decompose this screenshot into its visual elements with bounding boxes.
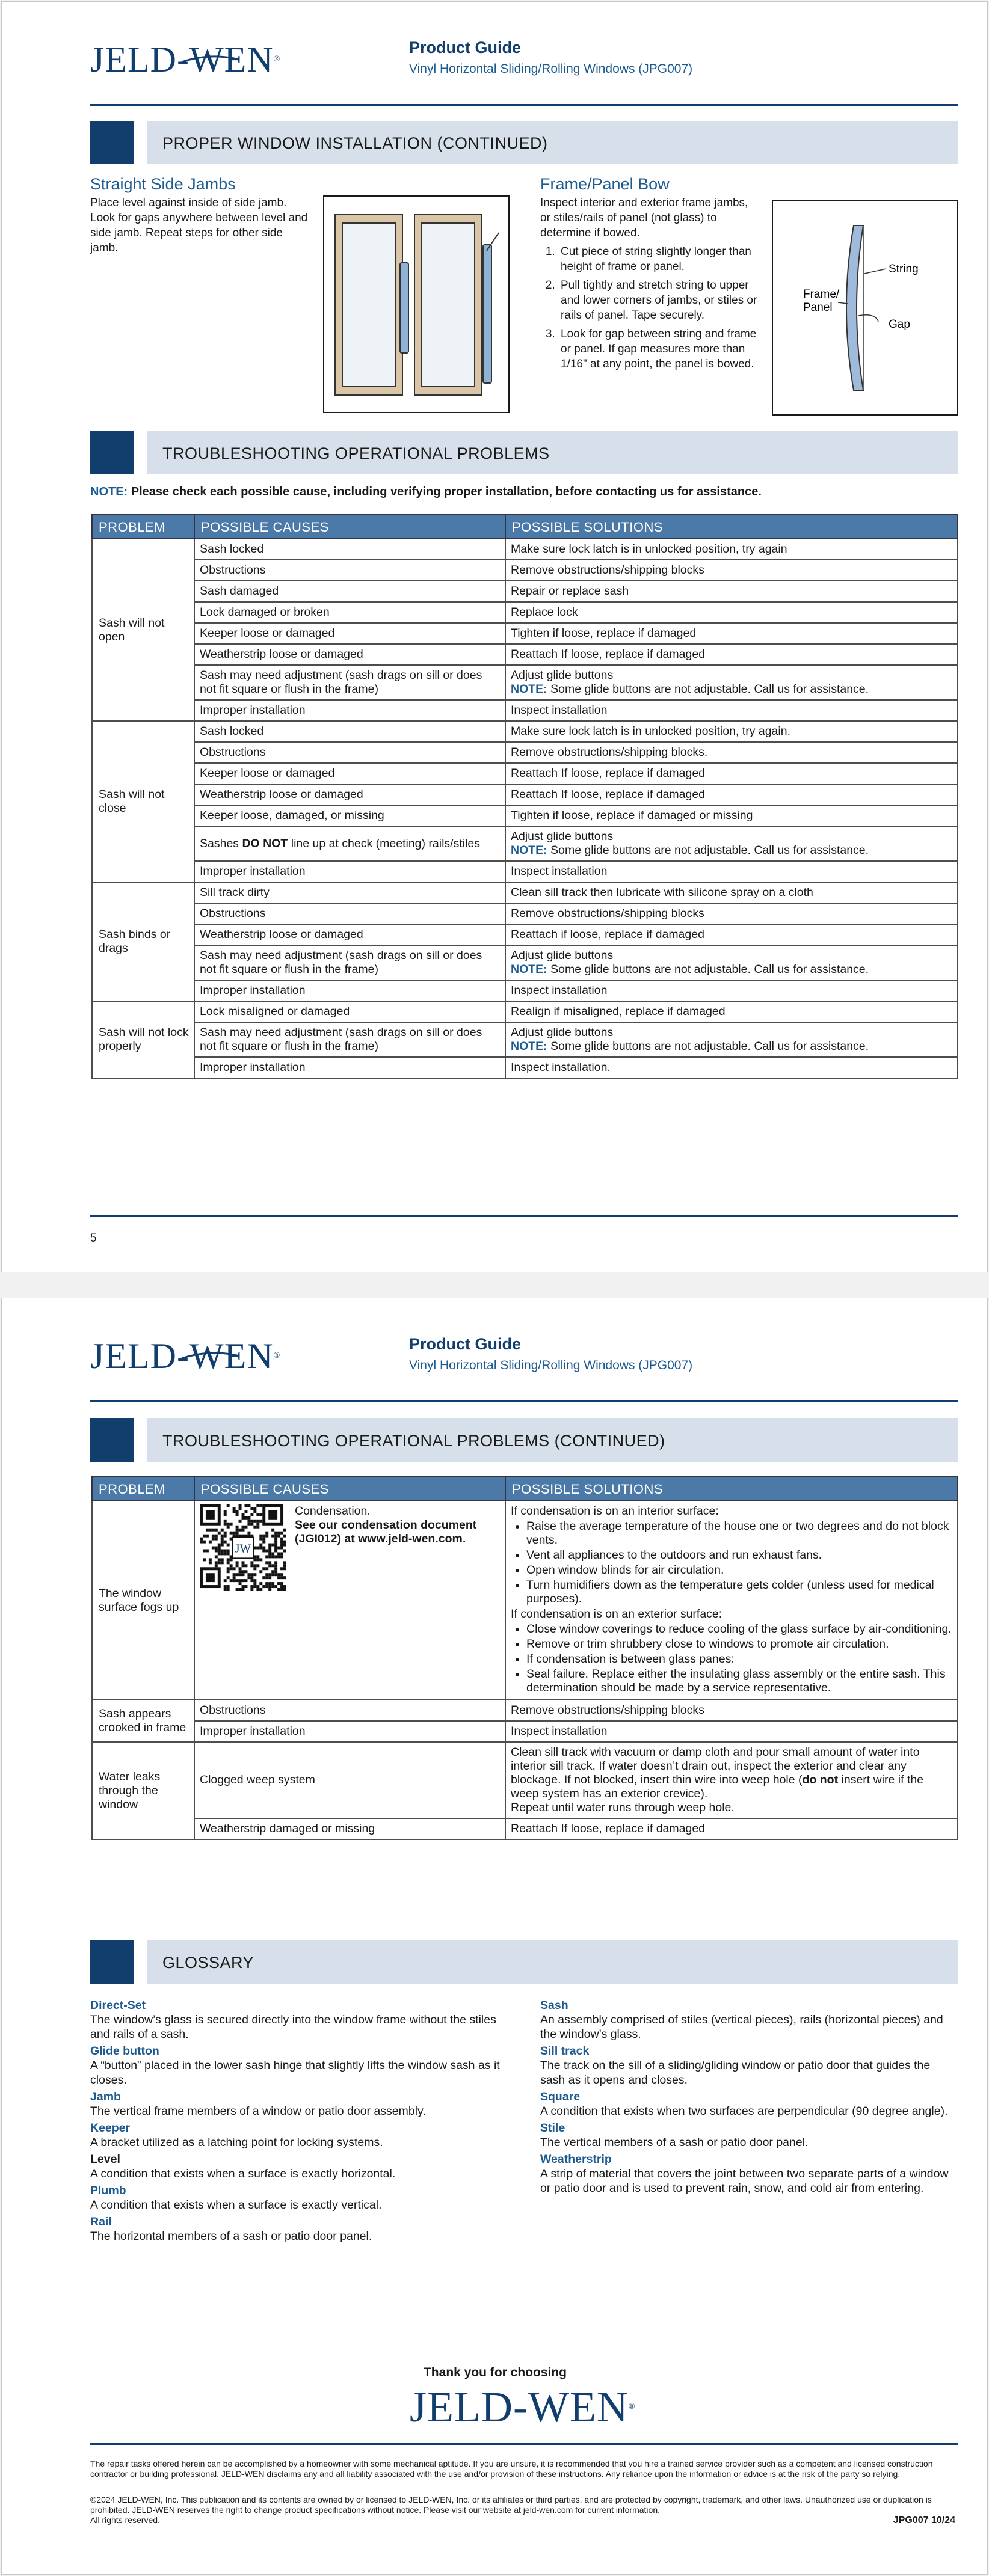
fig-label-string: String [889,263,919,275]
solution-cell: Adjust glide buttons NOTE: Some glide buttons are not adjustable. Call us for assistance. [505,826,957,861]
bow-step: 2. Pull tightly and stretch string to upper and lower corners of jambs, or stiles or rails of panel. Tape securely. [558,278,760,323]
glossary-term: Glide button [90,2044,159,2058]
glossary-term: Jamb [90,2090,121,2103]
glossary-term: Sill track [540,2044,590,2058]
glossary-definition: A condition that exists when a surface is exactly vertical. [90,2198,382,2212]
cause-cell: Sash locked [194,721,505,742]
table-row [92,861,957,882]
bow-text [540,195,760,375]
cause-cell: Obstructions [194,1700,505,1721]
glossary-definition: The window’s glass is secured directly into the window frame without the stiles and rails of a sash. [90,2013,496,2041]
cause-cell: Obstructions [194,742,505,763]
section-title: PROPER WINDOW INSTALLATION (CONTINUED) [162,134,548,152]
cause-cell: Keeper loose or damaged [194,763,505,784]
cause-cell: Sash may need adjustment (sash drags on sill or does not fit square or flush in the frame) [194,945,505,980]
section-banner-troubleshooting-continued [90,1418,958,1462]
table-row [92,581,957,602]
problem-cell: Sash will not close [92,721,194,882]
table-row [92,784,957,805]
column-header: POSSIBLE CAUSES [194,1477,505,1501]
footer-rule [90,2443,958,2445]
glossary-term: Plumb [90,2184,126,2197]
cause-cell: Obstructions [194,903,505,924]
section-banner-troubleshooting [90,431,958,474]
section-title: TROUBLESHOOTING OPERATIONAL PROBLEMS [162,444,550,462]
section-banner-installation [90,121,958,164]
solution-cell: Tighten if loose, replace if damaged [505,623,957,644]
guide-title: Product Guide [409,38,522,57]
qr-code-icon[interactable] [200,1504,286,1591]
svg-text:JW: JW [235,1542,251,1556]
solution-cell: Realign if misaligned, replace if damaged [505,1001,957,1022]
solution-cell: Reattach If loose, replace if damaged [505,644,957,665]
cause-cell: Sash locked [194,539,505,560]
glossary-term: Weatherstrip [540,2153,612,2166]
cause-cell: Improper installation [194,861,505,882]
footer-rule [90,1215,958,1217]
cause-cell: Keeper loose, damaged, or missing [194,805,505,826]
solution-cell: Clean sill track with vacuum or damp cloth and pour small amount of water into interior sill track. If water doesn’t drain out, inspect the exterior and clear any blockage. If not blocked, insert thin wire into weep hole (do not insert wire if the weep system has an exterior crevice). Repeat until water runs through weep hole. [505,1742,957,1818]
solution-cell: Inspect installation. [505,1057,957,1078]
cause-cell: Weatherstrip damaged or missing [194,1818,505,1839]
problem-cell: The window surface fogs up [92,1501,194,1700]
table-header-row [92,515,957,539]
section-banner-glossary [90,1940,958,1984]
table-row [92,903,957,924]
cause-cell: Improper installation [194,1057,505,1078]
glossary-term: Rail [90,2215,112,2228]
table-row [92,539,957,560]
header-rule [90,1400,958,1402]
glossary-definition: A condition that exists when a surface is exactly horizontal. [90,2167,396,2180]
glossary-definition: A bracket utilized as a latching point for locking systems. [90,2136,383,2149]
solution-cell: Reattach If loose, replace if damaged [505,784,957,805]
problem-cell: Sash will not lock properly [92,1001,194,1078]
table-row [92,1022,957,1057]
table-row [92,1818,957,1839]
solution-cell: Remove obstructions/shipping blocks [505,560,957,581]
guide-title: Product Guide [409,1335,522,1353]
table-row [92,763,957,784]
cause-cell: Sash may need adjustment (sash drags on sill or does not fit square or flush in the frame) [194,1022,505,1057]
cause-cell: Keeper loose or damaged [194,623,505,644]
glossary-term: Sash [540,1999,568,2012]
solution-cell: Inspect installation [505,980,957,1001]
cause-cell: Sash may need adjustment (sash drags on sill or does not fit square or flush in the frame) [194,665,505,700]
cause-cell: JW Condensation. See our condensation document (JGI012) at www.jeld-wen.com. [194,1501,505,1700]
problem-cell: Water leaks through the window [92,1742,194,1839]
fig-label-panel: Panel [803,301,833,314]
side-jambs-text: Place level against inside of side jamb. Look for gaps anywhere between level and side jamb. Repeat steps for other side jamb. [90,197,308,254]
section-title: GLOSSARY [162,1954,254,1972]
rights-text: All rights reserved. [90,2515,160,2525]
glossary-term: Stile [540,2121,565,2135]
window-jamb-illustration [324,197,508,412]
disclaimer-text: The repair tasks offered herein can be accomplished by a homeowner with some mechanical aptitude. If you are unsure, it is recommended that you hire a trained service provider such as a competent and licensed construction contractor or building professional. JELD-WEN disclaims any and all liability associated with the use and/or provision of these instructions. Any reliance upon the information or advice is at the risk of the party so relying. [90,2459,933,2479]
bow-heading: Frame/Panel Bow [540,175,670,193]
table-row [92,805,957,826]
table-row [92,980,957,1001]
table-row [92,924,957,945]
jeld-wen-logo: JELD-WEN® [90,1336,281,1376]
column-header: POSSIBLE SOLUTIONS [505,1477,957,1501]
table-row [92,700,957,721]
cause-cell: Weatherstrip loose or damaged [194,644,505,665]
cause-cell: Weatherstrip loose or damaged [194,784,505,805]
solution-cell: Reattach if loose, replace if damaged [505,924,957,945]
solution-cell: Remove obstructions/shipping blocks. [505,742,957,763]
document-code: JPG007 10/24 [893,2515,955,2525]
solution-cell: Reattach If loose, replace if damaged [505,1818,957,1839]
solution-cell: Inspect installation [505,861,957,882]
bow-intro: Inspect interior and exterior frame jambs, or stiles/rails of panel (not glass) to determine if bowed. [540,197,748,239]
thank-you-text: Thank you for choosing [423,2366,567,2379]
solution-cell: Replace lock [505,602,957,623]
cause-cell: Sash damaged [194,581,505,602]
cause-cell: Sashes DO NOT line up at check (meeting) rails/stiles [194,826,505,861]
bow-step: 3. Look for gap between string and frame or panel. If gap measures more than 1/16" at any point, the panel is bowed. [558,327,760,372]
glossary-definition: The track on the sill of a sliding/gliding window or patio door that guides the sash as it opens and closes. [540,2059,931,2087]
solution-cell: Remove obstructions/shipping blocks [505,903,957,924]
guide-subtitle: Vinyl Horizontal Sliding/Rolling Windows (JPG007) [409,1358,693,1372]
table-row [92,1001,957,1022]
table-row [92,665,957,700]
glossary-definition: The vertical members of a sash or patio door panel. [540,2136,809,2149]
troubleshooting-table [91,514,958,1079]
table-row [92,826,957,861]
solution-cell: Inspect installation [505,700,957,721]
column-header: PROBLEM [92,1477,194,1501]
table-row [92,882,957,903]
page-number: 5 [90,1232,97,1245]
cause-cell: Clogged weep system [194,1742,505,1818]
glossary-term: Direct-Set [90,1999,146,2012]
page-5 [1,1,988,1272]
glossary-definition: A condition that exists when two surfaces are perpendicular (90 degree angle). [540,2105,948,2118]
table-row [92,1501,957,1700]
header-rule [90,104,958,106]
table-row [92,1742,957,1818]
cause-cell: Sill track dirty [194,882,505,903]
table-row [92,602,957,623]
side-jamb-figure [323,195,510,413]
solution-cell: Adjust glide buttons NOTE: Some glide buttons are not adjustable. Call us for assistance. [505,665,957,700]
cause-cell: Weatherstrip loose or damaged [194,924,505,945]
problem-cell: Sash binds or drags [92,882,194,1001]
problem-cell: Sash will not open [92,539,194,721]
glossary-term: Keeper [90,2121,131,2135]
problem-cell: Sash appears crooked in frame [92,1700,194,1742]
table-row [92,644,957,665]
copyright-text: ©2024 JELD-WEN, Inc. This publication and its contents are owned by or licensed to JELD-WEN, Inc. or its affiliates or third parties, and are protected by copyright, trademark, and other laws. Unauthorized use or duplication is prohibited. JELD-WEN reserves the right to change product specifications without notice. Please visit our website at jeld-wen.com for current information. [90,2495,932,2515]
solution-cell: Inspect installation [505,1721,957,1742]
glossary-term: Level [90,2153,120,2166]
section-title: TROUBLESHOOTING OPERATIONAL PROBLEMS (CONTINUED) [162,1432,665,1450]
cause-cell: Lock misaligned or damaged [194,1001,505,1022]
solution-cell: Make sure lock latch is in unlocked position, try again. [505,721,957,742]
assistance-note: NOTE: Please check each possible cause, including verifying proper installation, before contacting us for assistance. [90,485,762,498]
table-row [92,945,957,980]
column-header: POSSIBLE SOLUTIONS [505,515,957,539]
table-header-row [92,1477,957,1501]
glossary-term: Square [540,2090,581,2103]
solution-cell: Make sure lock latch is in unlocked position, try again [505,539,957,560]
side-jambs-heading: Straight Side Jambs [90,175,236,193]
bow-step: 1. Cut piece of string slightly longer than height of frame or panel. [558,244,760,274]
glossary-definition: A “button” placed in the lower sash hinge that slightly lifts the window sash as it closes. [90,2059,500,2087]
table-row [92,623,957,644]
page-header [90,1333,958,1381]
table-row [92,560,957,581]
solution-cell: Repair or replace sash [505,581,957,602]
solution-cell: Tighten if loose, replace if damaged or missing [505,805,957,826]
glossary-right-column [540,1996,955,2198]
solution-cell: Adjust glide buttons NOTE: Some glide buttons are not adjustable. Call us for assistance. [505,1022,957,1057]
glossary-definition: A strip of material that covers the joint between two separate parts of a window or patio door and is used to prevent rain, snow, and cold air from entering. [540,2167,949,2195]
bow-figure [772,200,958,416]
glossary-definition: The vertical frame members of a window or patio door assembly. [90,2105,426,2118]
jeld-wen-logo: JELD-WEN® [90,40,281,79]
fig-label-frame: Frame/ [803,288,840,301]
table-row [92,721,957,742]
solution-cell: Clean sill track then lubricate with silicone spray on a cloth [505,882,957,903]
cause-cell: Improper installation [194,1721,505,1742]
jeld-wen-footer-logo: JELD-WEN® [410,2383,636,2431]
cause-cell: Improper installation [194,980,505,1001]
glossary-left-column [90,1996,505,2246]
bow-steps [558,244,760,372]
solution-cell: Remove obstructions/shipping blocks [505,1700,957,1721]
cause-cell: Obstructions [194,560,505,581]
solution-cell: Adjust glide buttons NOTE: Some glide buttons are not adjustable. Call us for assistance. [505,945,957,980]
fig-label-gap: Gap [889,318,910,331]
guide-subtitle: Vinyl Horizontal Sliding/Rolling Windows (JPG007) [409,62,693,76]
table-row [92,1721,957,1742]
page-6 [1,1298,988,2575]
solution-cell: Reattach If loose, replace if damaged [505,763,957,784]
table-row [92,1057,957,1078]
troubleshooting-table-continued [91,1476,958,1840]
table-row [92,1700,957,1721]
glossary-definition: An assembly comprised of stiles (vertical pieces), rails (horizontal pieces) and the window’s glass. [540,2013,943,2041]
solution-cell: If condensation is on an interior surface: • Raise the average temperature of the house one or two degrees and do not block vents. • Vent all appliances to the outdoors and run exhaust fans. • Open window blinds for air circulation. • Turn humidifiers down as the temperature gets colder (unless used for medical purposes). If condensation is on an exterior surface: • Close window coverings to reduce cooling of the glass surface by air-conditioning. • Remove or trim shrubbery close to windows to promote air circulation. • If condensation is between glass panes: • Seal failure. Replace either the insulating glass assembly or the entire sash. This determination should be made by a service representative. [505,1501,957,1700]
glossary-definition: The horizontal members of a sash or patio door panel. [90,2230,372,2243]
column-header: POSSIBLE CAUSES [194,515,505,539]
page-header [90,37,958,85]
cause-cell: Improper installation [194,700,505,721]
cause-cell: Lock damaged or broken [194,602,505,623]
column-header: PROBLEM [92,515,194,539]
table-row [92,742,957,763]
